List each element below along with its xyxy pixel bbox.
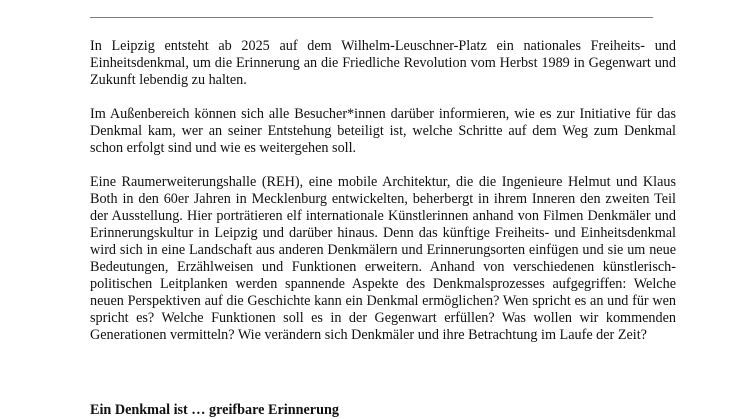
document-body [90,38,676,361]
paragraph-outdoor-area: Im Außenbereich können sich alle Besucher*innen darüber informieren, wie es zur Initiative für das Denkmal kam, wer an seiner Entstehung beteiligt ist, welche Schritte auf dem Weg zum Denkmal schon erfolgt sind und wie es weitergehen soll. [90,106,676,156]
section-heading: Ein Denkmal ist … greifbare Erinnerung [90,402,339,418]
paragraph-exhibition-hall: Eine Raumerweiterungshalle (REH), eine mobile Architektur, die die Ingenieure Helmut und Klaus Both in den 60er Jahren in Mecklenburg entwickelten, beherbergt in ihrem Inneren den zweiten Teil der Ausstellung. Hier porträtieren elf internationale Künstlerinnen anhand von Filmen Denkmäler und Erinnerungskultur in Leipzig und darüber hinaus. Denn das künftige Freiheits- und Einheitsdenkmal wird sich in eine Landschaft aus anderen Denkmälern und Erinnerungsorten einfügen und sie um neue Bedeutungen, Erzählweisen und Funktionen erweitern. Anhand von verschiedenen künstlerisch-politischen Leitplanken werden spannende Aspekte des Denkmalsprozesses aufgegriffen: Welche neuen Perspektiven auf die Geschichte kann ein Denkmal ermöglichen? Wen spricht es an und für wen spricht es? Welche Funktionen soll es in der Gegenwart erfüllen? Was wollen wir kommenden Generationen vermitteln? Wie verändern sich Denkmäler und ihre Betrachtung im Laufe der Zeit? [90,174,676,343]
paragraph-intro: In Leipzig entsteht ab 2025 auf dem Wilhelm-Leuschner-Platz ein nationales Freiheits- und Einheitsdenkmal, um die Erinnerung an die Friedliche Revolution vom Herbst 1989 in Gegenwart und Zukunft lebendig zu halten. [90,38,676,88]
header-divider-line [90,17,653,18]
